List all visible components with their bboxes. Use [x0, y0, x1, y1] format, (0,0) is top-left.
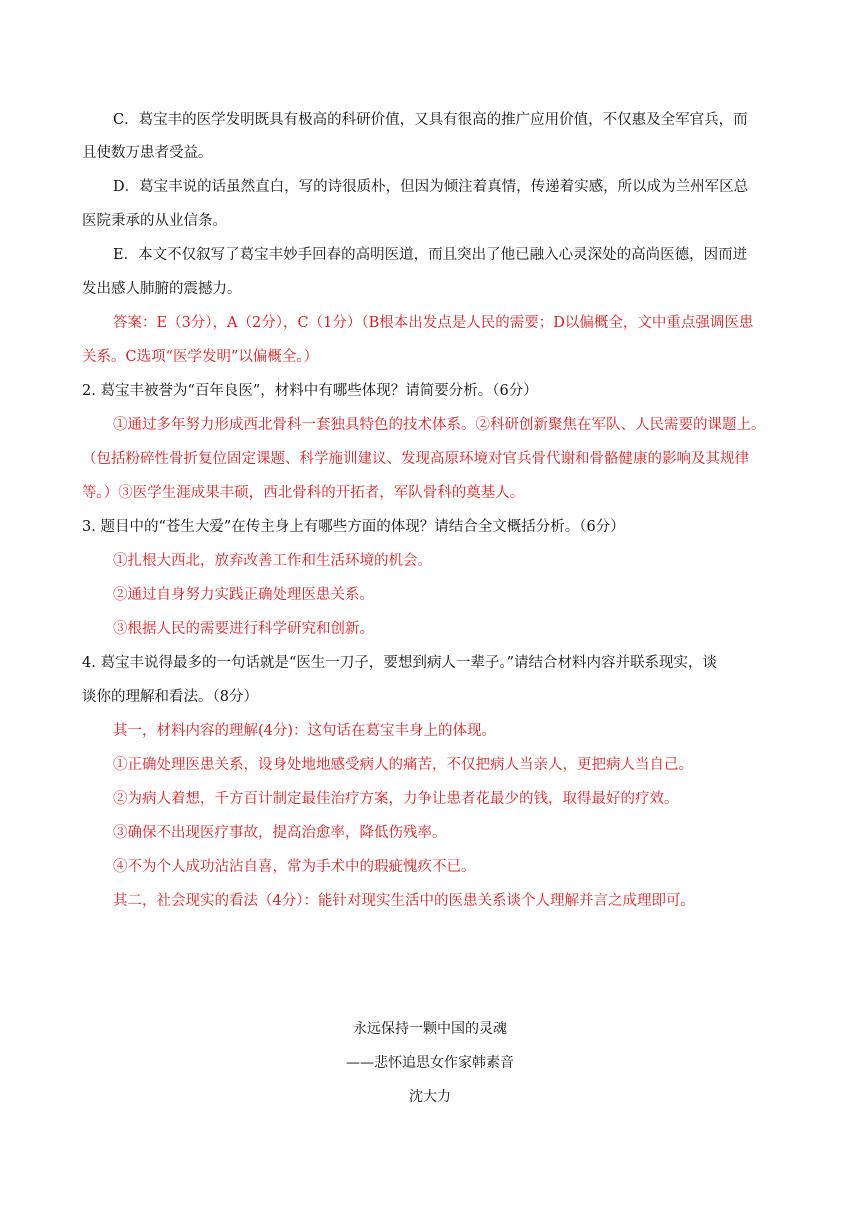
answer-3-line2: ②通过自身努力实践正确处理医患关系。	[113, 587, 374, 603]
option-c-line2: 且使数万患者受益。	[82, 145, 213, 161]
question-4-line1: 4. 葛宝丰说得最多的一句话就是“医生一刀子，要想到病人一辈子。”请结合材料内容并联系现实，谈	[82, 655, 718, 671]
next-article-title: 永远保持一颗中国的灵魂	[353, 1021, 507, 1037]
question-3: 3. 题目中的“苍生大爱”在传主身上有哪些方面的体现？请结合全文概括分析。（6分）	[82, 519, 625, 535]
answer-2-line3: 等。）③医学生涯成果丰硕，西北骨科的开拓者，军队骨科的奠基人。	[82, 485, 525, 501]
answer-2-line1: ①通过多年努力形成西北骨科一套独具特色的技术体系。②科研创新聚焦在军队、人民需要的课题上。	[113, 417, 766, 433]
option-e-line1: E．本文不仅叙写了葛宝丰妙手回春的高明医道，而且突出了他已融入心灵深处的高尚医德，因而迸	[113, 247, 748, 263]
question-2: 2. 葛宝丰被誉为“百年良医”，材料中有哪些体现？请简要分析。（6分）	[82, 383, 538, 399]
answer-4-line5: ④不为个人成功沾沾自喜，常为手术中的瑕疵愧疚不已。	[113, 859, 476, 875]
option-d-line2: 医院秉承的从业信条。	[82, 213, 227, 229]
answer-3-line1: ①扎根大西北，放弃改善工作和生活环境的机会。	[113, 553, 432, 569]
question-4-line2: 谈你的理解和看法。（8分）	[82, 689, 258, 705]
next-article-author: 沈大力	[409, 1089, 451, 1105]
option-d-line1: D．葛宝丰说的话虽然直白，写的诗很质朴，但因为倾注着真情，传递着实感，所以成为兰州军区总	[113, 179, 749, 195]
answer-1-line1: 答案：E（3分），A（2分），C（1分）（B根本出发点是人民的需要；D以偏概全，文中重点强调医患	[113, 315, 754, 331]
answer-4-line3: ②为病人着想，千方百计制定最佳治疗方案，力争让患者花最少的钱，取得最好的疗效。	[113, 791, 679, 807]
next-article-subtitle: ——悲怀追思女作家韩素音	[346, 1055, 514, 1071]
answer-4-line4: ③确保不出现医疗事故，提高治愈率，降低伤残率。	[113, 825, 447, 841]
option-c-line1: C．葛宝丰的医学发明既具有极高的科研价值，又具有很高的推广应用价值，不仅惠及全军官兵，而	[113, 112, 748, 128]
answer-4-line2: ①正确处理医患关系，设身处地地感受病人的痛苦，不仅把病人当亲人，更把病人当自己。	[113, 757, 693, 773]
option-e-line2: 发出感人肺腑的震撼力。	[82, 281, 242, 297]
answer-3-line3: ③根据人民的需要进行科学研究和创新。	[113, 621, 374, 637]
answer-2-line2: （包括粉碎性骨折复位固定课题、科学施训建议、发现高原环境对官兵骨代谢和骨骼健康的影响及其规律	[82, 451, 749, 467]
answer-1-line2: 关系。C选项“医学发明”以偏概全。）	[82, 349, 319, 365]
answer-4-line1: 其一，材料内容的理解(4分)：这句话在葛宝丰身上的体现。	[113, 723, 497, 739]
answer-4-line6: 其二，社会现实的看法（4分）：能针对现实生活中的医患关系谈个人理解并言之成理即可。	[113, 893, 695, 909]
